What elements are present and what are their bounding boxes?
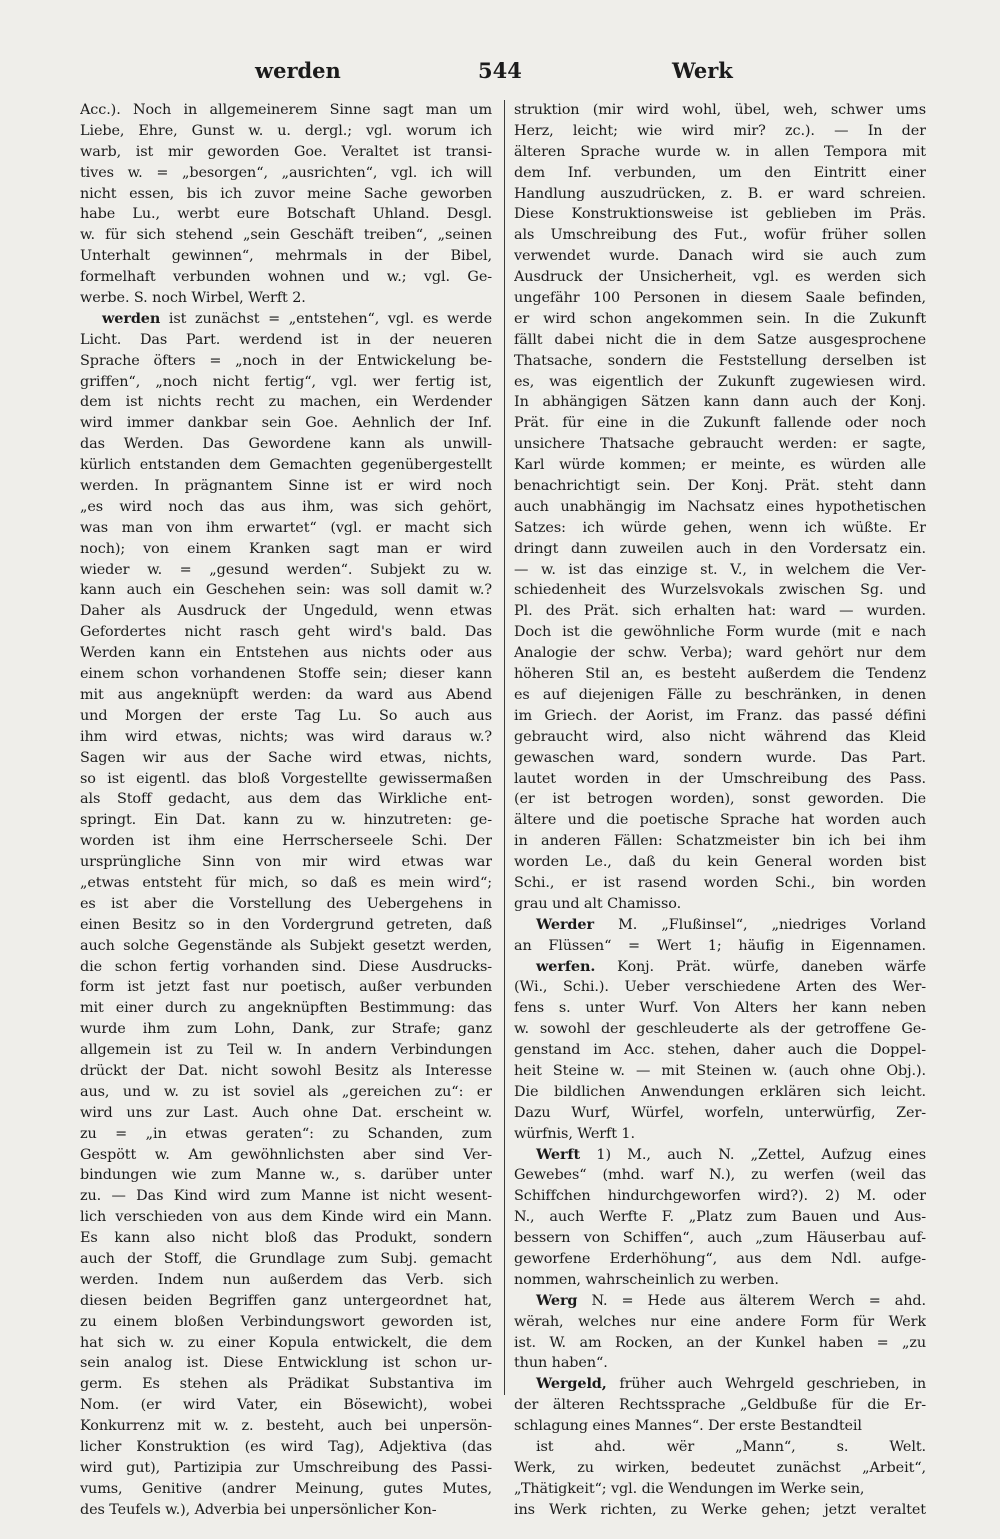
right-column — [514, 100, 926, 1521]
headword: Werg — [536, 1291, 578, 1309]
text-line: habe Lu., werbt eure Botschaft Uhland. Desgl. — [80, 206, 492, 223]
text-line: nommen, wahrscheinlich zu werben. — [514, 1271, 779, 1288]
text-line: worden Le., daß du kein General worden bist — [514, 854, 926, 871]
text-line: mit einer durch zu angeknüpften Bestimmung: das — [80, 1000, 492, 1017]
text-line: Daher als Ausdruck der Ungeduld, wenn etwas — [80, 603, 492, 620]
left-column — [80, 100, 492, 1521]
text-line: werden. In prägnantem Sinne ist er wird noch — [80, 478, 492, 495]
text-line: werbe. S. noch Wirbel, Werft 2. — [80, 290, 306, 307]
text-line: verwendet wurde. Danach wird sie auch zum — [514, 248, 926, 265]
text-line: griffen“, „noch nicht fertig“, vgl. wer fertig ist, — [80, 373, 492, 390]
text-line: Unterhalt gewinnen“, mehrmals in der Bibel, — [80, 248, 492, 265]
text-line: drückt der Dat. nicht sowohl Besitz als Interesse — [80, 1062, 492, 1079]
text-line: höheren Stil an, es besteht außerdem die Tendenz — [514, 666, 926, 683]
text-line: Pl. des Prät. sich erhalten hat: ward — wurden. — [514, 603, 926, 620]
text-line: gewaschen ward, sondern wurde. Das Part. — [514, 749, 926, 766]
text-line: bindungen wie zum Manne w., s. darüber unter — [80, 1167, 492, 1184]
page-header — [80, 58, 932, 88]
text-line: nicht essen, bis ich zuvor meine Sache geworben — [80, 185, 492, 202]
text-line: im Griech. der Aorist, im Franz. das passé défini — [514, 707, 926, 724]
text-line: dem Inf. verbunden, um den Eintritt einer — [514, 164, 926, 181]
text-line: worden ist ihm eine Herrscherseele Schi. Der — [80, 833, 492, 850]
text-line: wird immer dankbar sein Goe. Aehnlich der Inf. — [80, 415, 492, 432]
text-line: schiedenheit des Wurzelsvokals zwischen Sg. und — [514, 582, 926, 599]
headword: werden — [102, 309, 161, 327]
text-line: allgemein ist zu Teil w. In andern Verbindungen — [80, 1042, 492, 1059]
text-line: wërah, welches nur eine andere Form für Werk — [514, 1313, 926, 1330]
text-line: heit Steine w. — mit Steinen w. (auch ohne Obj.). — [514, 1062, 926, 1079]
text-line: „etwas entsteht für mich, so daß es mein wird“; — [80, 874, 492, 891]
text-line: Werg N. = Hede aus älterem Werch = ahd. — [536, 1291, 926, 1309]
column-divider — [504, 100, 505, 1395]
text-line: — w. ist das einzige st. V., in welchem die Ver- — [514, 561, 926, 578]
text-line: auch unabhängig im Nachsatz eines hypothetischen — [514, 498, 926, 515]
text-line: ihm wird etwas, nichts; was wird daraus w.? — [80, 728, 492, 745]
text-line: kann auch ein Geschehen sein: was soll damit w.? — [80, 582, 492, 599]
text-line: des Teufels w.), Adverbia bei unpersönlicher Kon- — [80, 1501, 437, 1518]
text-line: ältere und die poetische Sprache hat worden auch — [514, 812, 926, 829]
text-line: der älteren Rechtssprache „Geldbuße für die Er- — [514, 1397, 926, 1414]
headword: Wergeld, — [536, 1375, 607, 1393]
text-line: es ist aber die Vorstellung des Uebergehens in — [80, 895, 492, 912]
text-line: Wergeld, früher auch Wehrgeld geschrieben, in — [536, 1375, 926, 1393]
text-line: Handlung auszudrücken, z. B. er ward schreien. — [514, 185, 926, 202]
text-line: „es wird noch das aus ihm, was sich gehört, — [80, 498, 492, 515]
text-line: thun haben“. — [514, 1355, 608, 1372]
text-line: wird gut), Partizipia zur Umschreibung des Passi- — [80, 1459, 492, 1476]
text-line: form ist jetzt fast nur poetisch, außer verbunden — [80, 979, 492, 996]
text-line: lich verschieden von aus dem Kinde wird ein Mann. — [80, 1209, 492, 1226]
text-line: noch); von einem Kranken sagt man er wird — [80, 540, 492, 557]
text-line: mit aus angeknüpft werden: da ward aus Abend — [80, 686, 492, 703]
text-line: dem ist nichts recht zu machen, ein Werdender — [80, 394, 492, 411]
text-line: germ. Es stehen als Prädikat Substantiva im — [80, 1376, 492, 1393]
text-line: ungefähr 100 Personen in diesem Saale befinden, — [514, 290, 926, 307]
text-line: er wird schon angekommen sein. In die Zukunft — [514, 310, 926, 327]
text-line: grau und alt Chamisso. — [514, 895, 682, 912]
text-line: Nom. (er wird Vater, ein Bösewicht), wobei — [80, 1397, 492, 1414]
text-line: auch der Stoff, die Grundlage zum Subj. gemacht — [80, 1250, 492, 1267]
text-line: zu = „in etwas geraten“: zu Schanden, zum — [80, 1125, 492, 1142]
headword: werfen. — [536, 957, 596, 975]
text-line: es auf diejenigen Fälle zu beschränken, in denen — [514, 686, 926, 703]
text-line: fens s. unter Wurf. Von Alters her kann neben — [514, 1000, 926, 1017]
text-line: wurde ihm zum Lohn, Dank, zur Strafe; ganz — [80, 1021, 492, 1038]
text-line: wird uns zur Last. Auch ohne Dat. erscheint w. — [80, 1104, 492, 1121]
text-line: Acc.). Noch in allgemeinerem Sinne sagt man um — [80, 102, 492, 118]
header-right-keyword: Werk — [672, 58, 733, 83]
text-line: „Thätigkeit“; vgl. die Wendungen im Werke sein, — [514, 1480, 865, 1497]
text-line: Sprache öfters = „noch in der Entwickelung be- — [80, 352, 492, 369]
text-line: Ausdruck der Unsicherheit, vgl. es werden sich — [514, 269, 926, 286]
text-line: werden. Indem nun außerdem das Verb. sich — [80, 1271, 492, 1288]
text-line: die schon fertig vorhanden sind. Diese Ausdrucks- — [80, 958, 492, 975]
text-line: geworfene Erderhöhung“, aus dem Ndl. aufge- — [514, 1250, 926, 1267]
text-line: Konkurrenz mit w. z. besteht, auch bei unpersön- — [80, 1418, 492, 1435]
text-line: und Morgen der erste Tag Lu. So auch aus — [80, 707, 492, 724]
text-line: würfnis, Werft 1. — [514, 1125, 635, 1142]
text-line: Thatsache, sondern die Feststellung derselben ist — [514, 352, 926, 369]
text-line: einen Besitz so in den Vordergrund getreten, daß — [80, 916, 492, 933]
text-line: Werk, zu wirken, bedeutet zunächst „Arbeit“, — [514, 1459, 926, 1476]
text-line: genstand im Acc. stehen, daher auch die Doppel- — [514, 1042, 926, 1059]
text-line: licher Konstruktion (es wird Tag), Adjektiva (das — [80, 1439, 492, 1455]
text-line: Diese Konstruktionsweise ist geblieben im Präs. — [514, 206, 926, 223]
text-line: N., auch Werfte F. „Platz zum Bauen und Aus- — [514, 1209, 926, 1226]
text-line: unsichere Thatsache gebraucht werden: er sagte, — [514, 436, 926, 453]
text-line: w. für sich stehend „sein Geschäft treiben“, „seinen — [80, 227, 492, 244]
text-line: Werder M. „Flußinsel“, „niedriges Vorland — [536, 915, 926, 933]
text-line: ins Werk richten, zu Werke gehen; jetzt veraltet — [514, 1501, 926, 1518]
text-line: lautet worden in der Umschreibung des Pass. — [514, 770, 926, 787]
text-line: als Umschreibung des Fut., wofür früher sollen — [514, 227, 926, 244]
text-line: Doch ist die gewöhnliche Form wurde (mit e nach — [514, 624, 926, 641]
text-line: das Werden. Das Gewordene kann als unwill- — [80, 436, 492, 453]
text-line: es, was eigentlich der Zukunft zugewiesen wird. — [514, 373, 926, 390]
text-line: kürlich entstanden dem Gemachten gegenübergestellt — [80, 457, 492, 474]
text-line: In abhängigen Sätzen kann dann auch der Konj. — [514, 394, 926, 411]
text-line: so ist eigentl. das bloß Vorgestellte gewissermaßen — [80, 770, 492, 787]
text-line: bessern von Schiffen“, auch „zum Häuserbau auf- — [514, 1230, 926, 1247]
text-line: Gefordertes nicht rasch geht wird's bald. Das — [80, 624, 492, 641]
page-number: 544 — [478, 58, 522, 83]
text-line: ist. W. am Rocken, an der Kunkel haben = „zu — [514, 1334, 926, 1351]
text-line: vums, Genitive (andrer Meinung, gutes Mutes, — [80, 1480, 492, 1497]
text-line: tives w. = „besorgen“, „ausrichten“, vgl. ich will — [80, 164, 492, 181]
text-line: Dazu Wurf, Würfel, worfeln, unterwürfig, Zer- — [514, 1104, 926, 1121]
text-line: Werft 1) M., auch N. „Zettel, Aufzug eines — [536, 1145, 926, 1163]
text-line: Satzes: ich würde gehen, wenn ich wüßte. Er — [514, 519, 926, 536]
text-line: diesen beiden Begriffen ganz untergeordnet hat, — [80, 1292, 492, 1309]
text-line: Herz, leicht; wie wird mir? zc.). — In der — [514, 122, 926, 139]
text-line: benachrichtigt sein. Der Konj. Prät. steht dann — [514, 478, 926, 495]
text-line: was man von ihm erwartet“ (vgl. er macht sich — [80, 519, 492, 536]
text-line: Karl würde kommen; er meinte, es würden alle — [514, 457, 926, 474]
text-line: Schi., er ist rasend worden Schi., bin worden — [514, 874, 926, 891]
headword: Werft — [536, 1145, 581, 1163]
text-line: aus, und w. zu ist soviel als „gereichen zu“: er — [80, 1083, 492, 1100]
text-line: warb, ist mir geworden Goe. Veraltet ist transi- — [80, 143, 492, 160]
text-line: gebraucht wird, also nicht während das Kleid — [514, 728, 926, 745]
header-left-keyword: werden — [255, 58, 341, 83]
text-line: Analogie der schw. Verba); ward gehört nur dem — [514, 645, 926, 662]
text-line: w. sowohl der geschleuderte als der getroffene Ge- — [514, 1021, 926, 1038]
text-line: Licht. Das Part. werdend ist in der neueren — [80, 331, 492, 348]
text-line: ursprüngliche Sinn von mir wird etwas war — [80, 854, 492, 871]
text-line: (er ist betrogen worden), sonst geworden. Die — [514, 791, 926, 808]
text-line: (Wi., Schi.). Ueber verschiedene Arten des Wer- — [514, 979, 926, 996]
text-line: Prät. für eine in die Zukunft fallende oder noch — [514, 415, 926, 432]
text-line: werden ist zunächst = „entstehen“, vgl. es werde — [102, 309, 492, 327]
text-line: formelhaft verbunden wohnen und w.; vgl. Ge- — [80, 269, 492, 286]
text-line: dringt dann zuweilen auch in den Vordersatz ein. — [514, 540, 926, 557]
text-line: älteren Sprache wurde w. in allen Tempora mit — [514, 143, 926, 160]
text-line: Gespött w. Am gewöhnlichsten aber sind Ver- — [80, 1146, 492, 1163]
text-line: in anderen Fällen: Schatzmeister bin ich bei ihm — [514, 833, 926, 850]
text-line: hat sich w. zu einer Kopula entwickelt, die dem — [80, 1334, 492, 1351]
text-line: springt. Ein Dat. kann zu w. hinzutreten: ge- — [80, 812, 492, 829]
text-line: einem schon vorhandenen Stoffe sein; dieser kann — [80, 666, 492, 683]
text-line: ist ahd. wër „Mann“, s. Welt. — [536, 1439, 926, 1455]
text-line: sein analog ist. Diese Entwicklung ist schon ur- — [80, 1355, 492, 1372]
text-line: schlagung eines Mannes“. Der erste Bestandteil — [514, 1418, 862, 1435]
text-line: Liebe, Ehre, Gunst w. u. dergl.; vgl. worum ich — [80, 122, 492, 139]
text-line: auch solche Gegenstände als Subjekt gesetzt werden, — [80, 937, 492, 954]
text-line: Gewebes“ (mhd. warf N.), zu werfen (weil das — [514, 1167, 926, 1184]
text-line: Sagen wir aus der Sache wird etwas, nichts, — [80, 749, 492, 766]
text-line: zu einem bloßen Verbindungswort geworden ist, — [80, 1313, 492, 1330]
text-line: Schiffchen hindurchgeworfen wird?). 2) M. oder — [514, 1188, 926, 1205]
text-line: wieder w. = „gesund werden“. Subjekt zu w. — [80, 561, 492, 578]
text-line: Die bildlichen Anwendungen erklären sich leicht. — [514, 1083, 926, 1100]
text-line: Werden kann ein Entstehen aus nichts oder aus — [80, 645, 492, 662]
text-line: Es kann also nicht bloß das Produkt, sondern — [80, 1230, 492, 1247]
text-line: struktion (mir wird wohl, übel, weh, schwer ums — [514, 102, 926, 118]
headword: Werder — [536, 915, 594, 933]
text-line: zu. — Das Kind wird zum Manne ist nicht wesent- — [80, 1188, 492, 1205]
text-line: werfen. Konj. Prät. würfe, daneben wärfe — [536, 957, 926, 975]
text-line: fällt dabei nicht die in dem Satze ausgesprochene — [514, 331, 926, 348]
text-line: als Stoff gedacht, aus dem das Wirkliche ent- — [80, 791, 492, 808]
text-line: an Flüssen“ = Wert 1; häufig in Eigennamen. — [514, 937, 926, 954]
